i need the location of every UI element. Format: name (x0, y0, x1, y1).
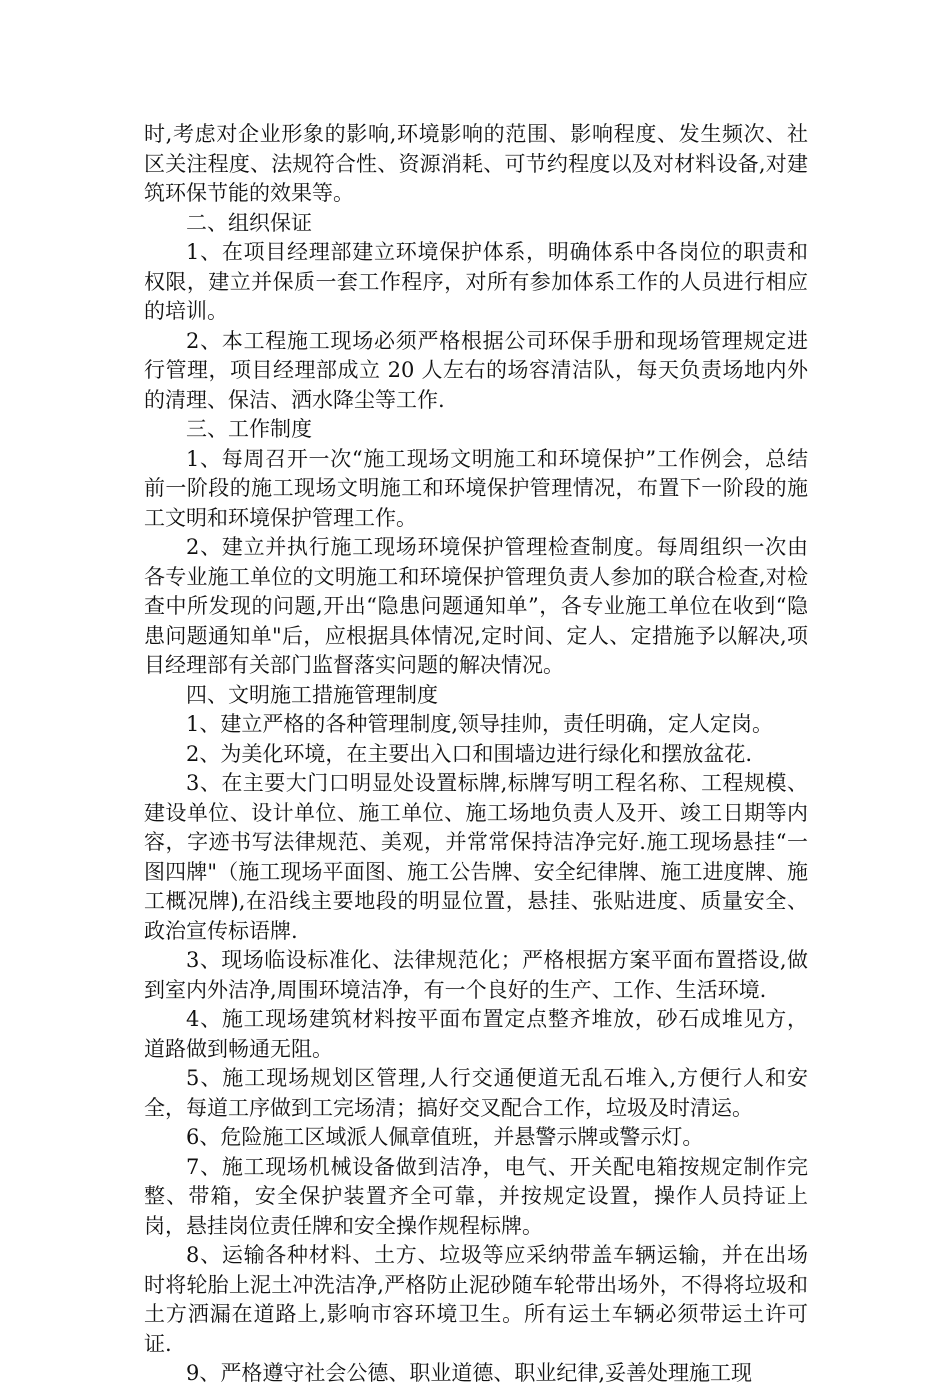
section-heading: 二、组织保证 (186, 210, 312, 235)
paragraph: 1、在项目经理部建立环境保护体系，明确体系中各岗位的职责和权限，建立并保质一套工作程序，对所有参加体系工作的人员进行相应的培训。 (144, 240, 808, 323)
paragraph: 2、本工程施工现场必须严格根据公司环保手册和现场管理规定进行管理，项目经理部成立 20 人左右的场容清洁队，每天负责场地内外的清理、保洁、洒水降尘等工作. (144, 328, 808, 412)
paragraph: 时,考虑对企业形象的影响,环境影响的范围、影响程度、发生频次、社区关注程度、法规符合性、资源消耗、可节约程度以及对材料设备,对建筑环保节能的效果等。 (144, 122, 808, 205)
paragraph: 7、施工现场机械设备做到洁净，电气、开关配电箱按规定制作完整、带箱，安全保护装置齐全可靠，并按规定设置，操作人员持证上岗，悬挂岗位责任牌和安全操作规程标牌。 (144, 1154, 808, 1238)
paragraph: 9、严格遵守社会公德、职业道德、职业纪律,妥善处理施工现 (186, 1361, 753, 1385)
paragraph: 8、运输各种材料、土方、垃圾等应采纳带盖车辆运输，并在出场时将轮胎上泥土冲洗洁净,严格防止泥砂随车轮带出场外，不得将垃圾和土方洒漏在道路上,影响市容环境卫生。所有运土车辆必须带运土许可证. (144, 1243, 808, 1356)
paragraph: 4、施工现场建筑材料按平面布置定点整齐堆放，砂石成堆见方，道路做到畅通无阻。 (144, 1007, 808, 1061)
paragraph: 1、建立严格的各种管理制度,领导挂帅，责任明确，定人定岗。 (186, 712, 774, 736)
document-body (144, 120, 808, 1389)
paragraph: 2、为美化环境，在主要出入口和围墙边进行绿化和摆放盆花. (186, 741, 753, 766)
paragraph: 3、现场临设标准化、法律规范化；严格根据方案平面布置搭设,做到室内外洁净,周围环境洁净，有一个良好的生产、工作、生活环境. (144, 948, 808, 1002)
section-heading: 四、文明施工措施管理制度 (186, 682, 438, 707)
section-heading: 三、工作制度 (186, 417, 312, 441)
paragraph: 5、施工现场规划区管理,人行交通便道无乱石堆入,方便行人和安全，每道工序做到工完场清；搞好交叉配合工作，垃圾及时清运。 (144, 1066, 808, 1120)
paragraph: 2、建立并执行施工现场环境保护管理检查制度。每周组织一次由各专业施工单位的文明施工和环境保护管理负责人参加的联合检查,对检查中所发现的问题,开出“隐患问题通知单”，各专业施工单位在收到“隐患问题通知单"后，应根据具体情况,定时间、定人、定措施予以解决,项目经理部有关部门监督落实问题的解决情况。 (144, 535, 808, 677)
paragraph: 3、在主要大门口明显处设置标牌,标牌写明工程名称、工程规模、建设单位、设计单位、施工单位、施工场地负责人及开、竣工日期等内容，字迹书写法律规范、美观，并常常保持洁净完好.施工现场悬挂“一图四牌"（施工现场平面图、施工公告牌、安全纪律牌、施工进度牌、施工概况牌),在沿线主要地段的明显位置，悬挂、张贴进度、质量安全、政治宣传标语牌. (144, 771, 808, 943)
paragraph: 6、危险施工区域派人佩章值班，并悬警示牌或警示灯。 (186, 1125, 704, 1149)
paragraph: 1、每周召开一次“施工现场文明施工和环境保护”工作例会，总结前一阶段的施工现场文明施工和环境保护管理情况，布置下一阶段的施工文明和环境保护管理工作。 (144, 446, 808, 530)
